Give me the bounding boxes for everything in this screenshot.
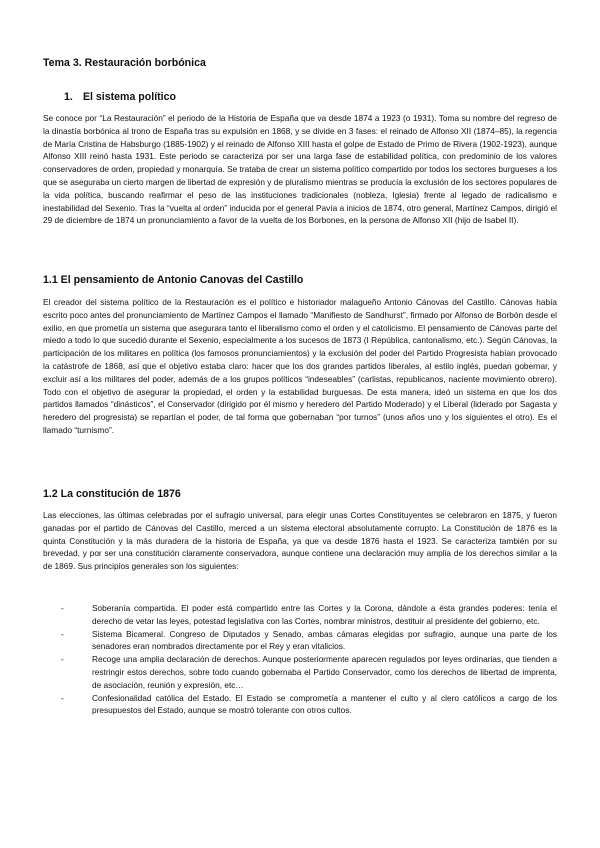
document-title: Tema 3. Restauración borbónica [43,57,206,69]
section-heading [64,91,176,103]
list-item [43,692,557,718]
bullet-dash: - [61,654,64,665]
list-item [43,628,557,654]
list-item-text: Confesionalidad católica del Estado. El Estado se comprometía a mantener el culto y al clero católicos a cargo de los presupuestos del Estado, aunque se mostró tolerante con otros cultos. [92,692,557,716]
list-item [43,653,557,691]
bullet-dash: - [61,628,64,639]
canovas-paragraph: El creador del sistema político de la Restauración es el político e historiador malagueño Antonio Cánovas del Castillo. Cánovas había escrito poco antes del pronunciamiento de Martínez Campos el llamado “Manifiesto de Sandhurst”, firmado por Alfonso de Borbón desde el exilio, en que prometía un sistema que asegurara tanto el liberalismo como el orden y el catolicismo. El pensamiento de Cánovas parte del miedo a todo lo que sucedió durante el Sexenio, especialmente a los sucesos de 1873 (I República, cantonalismo, etc.). Según Cánovas, la participación de los militares en política (los famosos pronunciamientos) y la exclusión del poder del Partido Progresista habían provocado la catástrofe de 1868, así que el objetivo estaba claro: hacer que los dos grandes partidos liberales, al estilo inglés, puedan gobernar, y excluir así a los militares del poder, además de a los grupos políticos “indeseables” (carlistas, republicanos, naciente movimiento obrero). Todo con el objetivo de asegurar la propiedad, el orden y la estabilidad burguesas. De esta manera, ideó un sistema en que los dos partidos llamados “dinásticos”, el Conservador (dirigido por él mismo y heredero del Partido Moderado) y el Liberal (liderado por Sagasta y heredero del progresista) se repartían el poder, de tal forma que gobernaban “por turnos” (unos años uno y los siguientes el otro). Es el llamado “turnismo”. [43,297,557,435]
bullet-dash: - [61,603,64,613]
list-item-text: Sistema Bicameral. Congreso de Diputados y Senado, ambas cámaras elegidas por sufragio, aunque una parte de los senadores eran nombrados directamente por el Rey y eran vitalicios. [92,628,557,652]
bullet-dash: - [61,692,64,703]
list-item-text: Recoge una amplia declaración de derechos. Aunque posteriormente aparecen regulados por leyes ordinarias, que tienden a restringir estos derechos, sobre todo cuando gobernaba el Partido Conservador, como los derechos de libertad de imprenta, de asociación, reunión y expresión, etc… [92,654,557,690]
principles-list [43,602,557,717]
constitution-paragraph: Las elecciones, las últimas celebradas por el sufragio universal, para elegir unas Cortes Constituyentes se celebraron en 1875, y fueron ganadas por el partido de Cánovas del Castillo, merced a un sistema electoral absolutamente corrupto. La Constitución de 1876 es la quinta Constitución y la más duradera de la historia de España, ya que va desde 1876 hasta el 1923. Se caracteriza también por su brevedad, y por ser una constitución claramente conservadora, aunque contiene una declaración muy amplia de los derechos similar a la de 1869. Sus principios generales son los siguientes: [43,510,557,572]
intro-paragraph: Se conoce por “La Restauración” el periodo de la Historia de España que va desde 1874 a 1923 (o 1931). Toma su nombre del regreso de la dinastía borbónica al trono de España tras su expulsión en 1868, y se divide en 3 fases: el reinado de Alfonso XII (1874–85), la regencia de María Cristina de Habsburgo (1885-1902) y el reinado de Alfonso XIII hasta el golpe de Estado de Primo de Rivera (1902-1923), aunque Alfonso XIII reinó hasta 1931. Este periodo se caracteriza por ser una larga fase de estabilidad política, con predominio de los valores conservadores de orden, propiedad y monarquía. Se trataba de crear un sistema político compartido por todos los sectores burgueses a los que se aseguraba un cierto margen de libertad de expresión y de pluralismo mientras se producía la exclusión de los sectores populares de la vida política, buscando reafirmar el peso de las instituciones tradicionales (nobleza, Iglesia) frente al legado de radicalismo e inestabilidad del Sexenio. Tras la “vuelta al orden” inducida por el general Pavía a inicios de 1874, otro general, Martínez Campos, dirigió el 29 de diciembre de 1874 un pronunciamiento a favor de la vuelta de los Borbones, en la persona de Alfonso XII (hijo de Isabel II). [43,113,557,226]
section-number: 1. [64,91,73,103]
list-item-text: Soberanía compartida. El poder está compartido entre las Cortes y la Corona, dándole a ésta grandes poderes: tenía el derecho de vetar las leyes, potestad legislativa con las Cortes, nombrar ministros, destituir al presidente del gobierno, etc. [92,603,557,626]
section-title: El sistema político [82,91,176,103]
list-item [43,602,557,628]
subsection-heading-constitution: 1.2 La constitución de 1876 [43,488,181,500]
subsection-heading-canovas: 1.1 El pensamiento de Antonio Canovas del Castillo [43,274,304,286]
